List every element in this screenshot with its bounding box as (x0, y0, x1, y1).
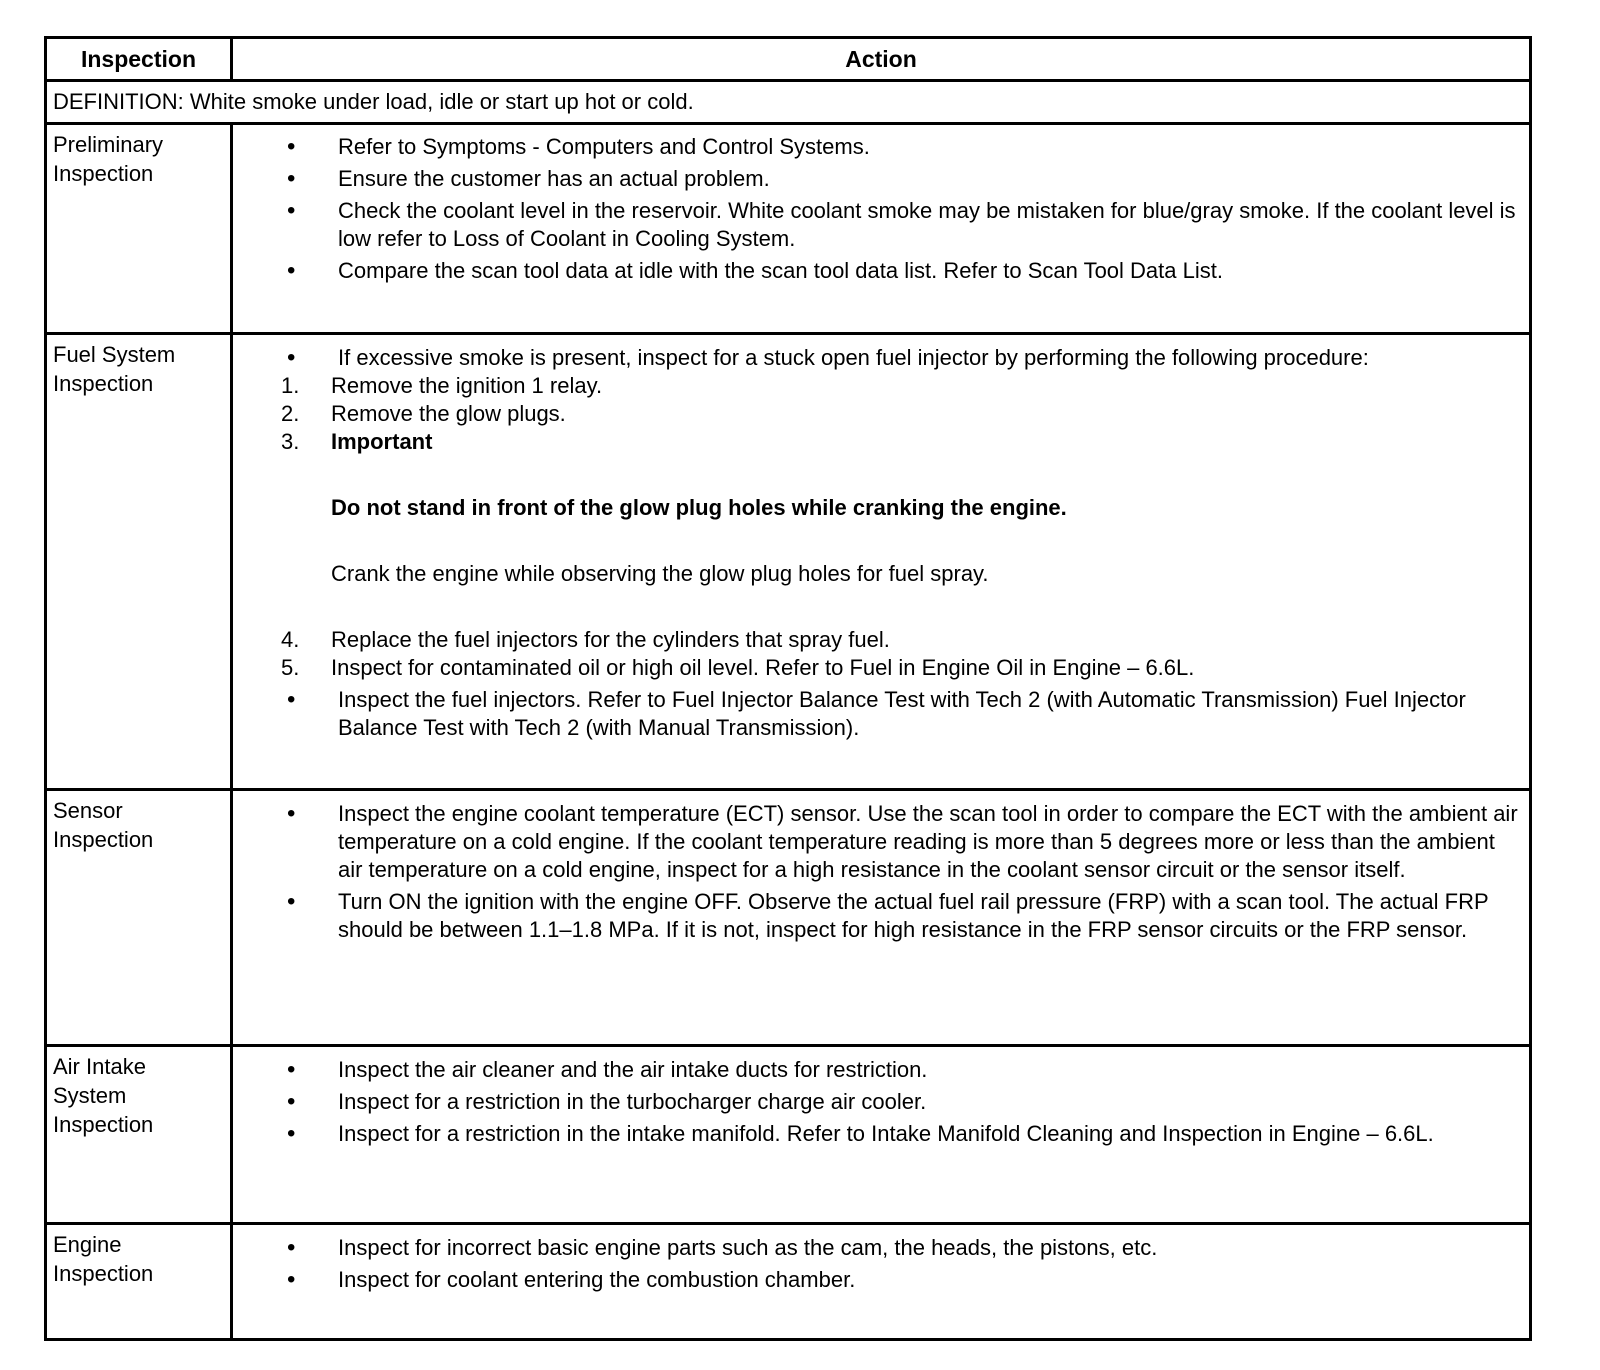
list-item: • Check the coolant level in the reservoir. White coolant smoke may be mistaken for blue/gray smoke. If the coolant level is low refer to Loss of Coolant in Cooling System. (233, 197, 1519, 253)
row-actions (233, 1225, 1529, 1338)
row-actions (233, 1047, 1529, 1222)
row-preliminary-inspection (47, 122, 1529, 332)
header-row (47, 39, 1529, 79)
diagnostic-table (44, 36, 1532, 1341)
step-number: 1. (281, 373, 300, 398)
row-actions (233, 125, 1529, 332)
procedure-step (233, 428, 1519, 626)
list-item: • Refer to Symptoms - Computers and Control Systems. (233, 133, 1519, 161)
list-item: • Compare the scan tool data at idle with the scan tool data list. Refer to Scan Tool Data List. (233, 257, 1519, 285)
step-number: 5. (281, 655, 300, 680)
list-item: • Inspect the engine coolant temperature (ECT) sensor. Use the scan tool in order to compare the ECT with the ambient air temperature on a cold engine. If the coolant temperature reading is more than 5 degrees more or less than the ambient air temperature on a cold engine, inspect for a high resistance in the coolant sensor circuit or the sensor itself. (233, 800, 1519, 884)
row-label: Fuel System Inspection (47, 335, 233, 788)
step-number: 4. (281, 627, 300, 652)
header-action: Action (845, 46, 917, 72)
step-text: Replace the fuel injectors for the cylinders that spray fuel. (331, 627, 890, 652)
step-text: Inspect for contaminated oil or high oil level. Refer to Fuel in Engine Oil in Engine – 6.6L. (331, 655, 1195, 680)
step-number: 2. (281, 401, 300, 426)
important-label: Important (331, 429, 433, 454)
step-text: Remove the glow plugs. (331, 401, 566, 426)
row-sensor-inspection (47, 788, 1529, 1044)
row-label: Air Intake System Inspection (47, 1047, 233, 1222)
list-item: • Inspect for a restriction in the intake manifold. Refer to Intake Manifold Cleaning and Inspection in Engine – 6.6L. (233, 1120, 1519, 1148)
list-item: • Ensure the customer has an actual problem. (233, 165, 1519, 193)
procedure-intro: If excessive smoke is present, inspect for a stuck open fuel injector by performing the following procedure: (338, 345, 1369, 370)
row-fuel-system-inspection (47, 332, 1529, 788)
list-item: • Inspect the fuel injectors. Refer to Fuel Injector Balance Test with Tech 2 (with Automatic Transmission) Fuel Injector Balance Test with Tech 2 (with Manual Transmission). (233, 686, 1519, 742)
step-text: Crank the engine while observing the glow plug holes for fuel spray. (331, 561, 989, 586)
definition-text: DEFINITION: White smoke under load, idle or start up hot or cold. (53, 89, 694, 114)
procedure-step (233, 400, 1519, 428)
list-item: • Inspect the air cleaner and the air intake ducts for restriction. (233, 1056, 1519, 1084)
list-item: • Inspect for coolant entering the combustion chamber. (233, 1266, 1519, 1294)
procedure-step (233, 626, 1519, 654)
row-actions (233, 335, 1529, 788)
list-item: • Turn ON the ignition with the engine OFF. Observe the actual fuel rail pressure (FRP) with a scan tool. The actual FRP should be between 1.1–1.8 MPa. If it is not, inspect for high resistance in the FRP sensor circuits or the FRP sensor. (233, 888, 1519, 944)
list-item: • Inspect for incorrect basic engine parts such as the cam, the heads, the pistons, etc. (233, 1234, 1519, 1262)
warning-text: Do not stand in front of the glow plug holes while cranking the engine. (331, 495, 1067, 520)
definition-row (47, 79, 1529, 122)
row-label: Preliminary Inspection (47, 125, 233, 332)
procedure-step (233, 654, 1519, 682)
row-air-intake-inspection (47, 1044, 1529, 1222)
step-number: 3. (281, 429, 300, 454)
procedure-step (233, 372, 1519, 400)
header-inspection: Inspection (47, 39, 233, 79)
list-item: • Inspect for a restriction in the turbocharger charge air cooler. (233, 1088, 1519, 1116)
step-text: Remove the ignition 1 relay. (331, 373, 603, 398)
row-label: Engine Inspection (47, 1225, 233, 1338)
list-item (233, 344, 1519, 682)
row-label: Sensor Inspection (47, 791, 233, 1044)
row-engine-inspection (47, 1222, 1529, 1338)
row-actions (233, 791, 1529, 1044)
